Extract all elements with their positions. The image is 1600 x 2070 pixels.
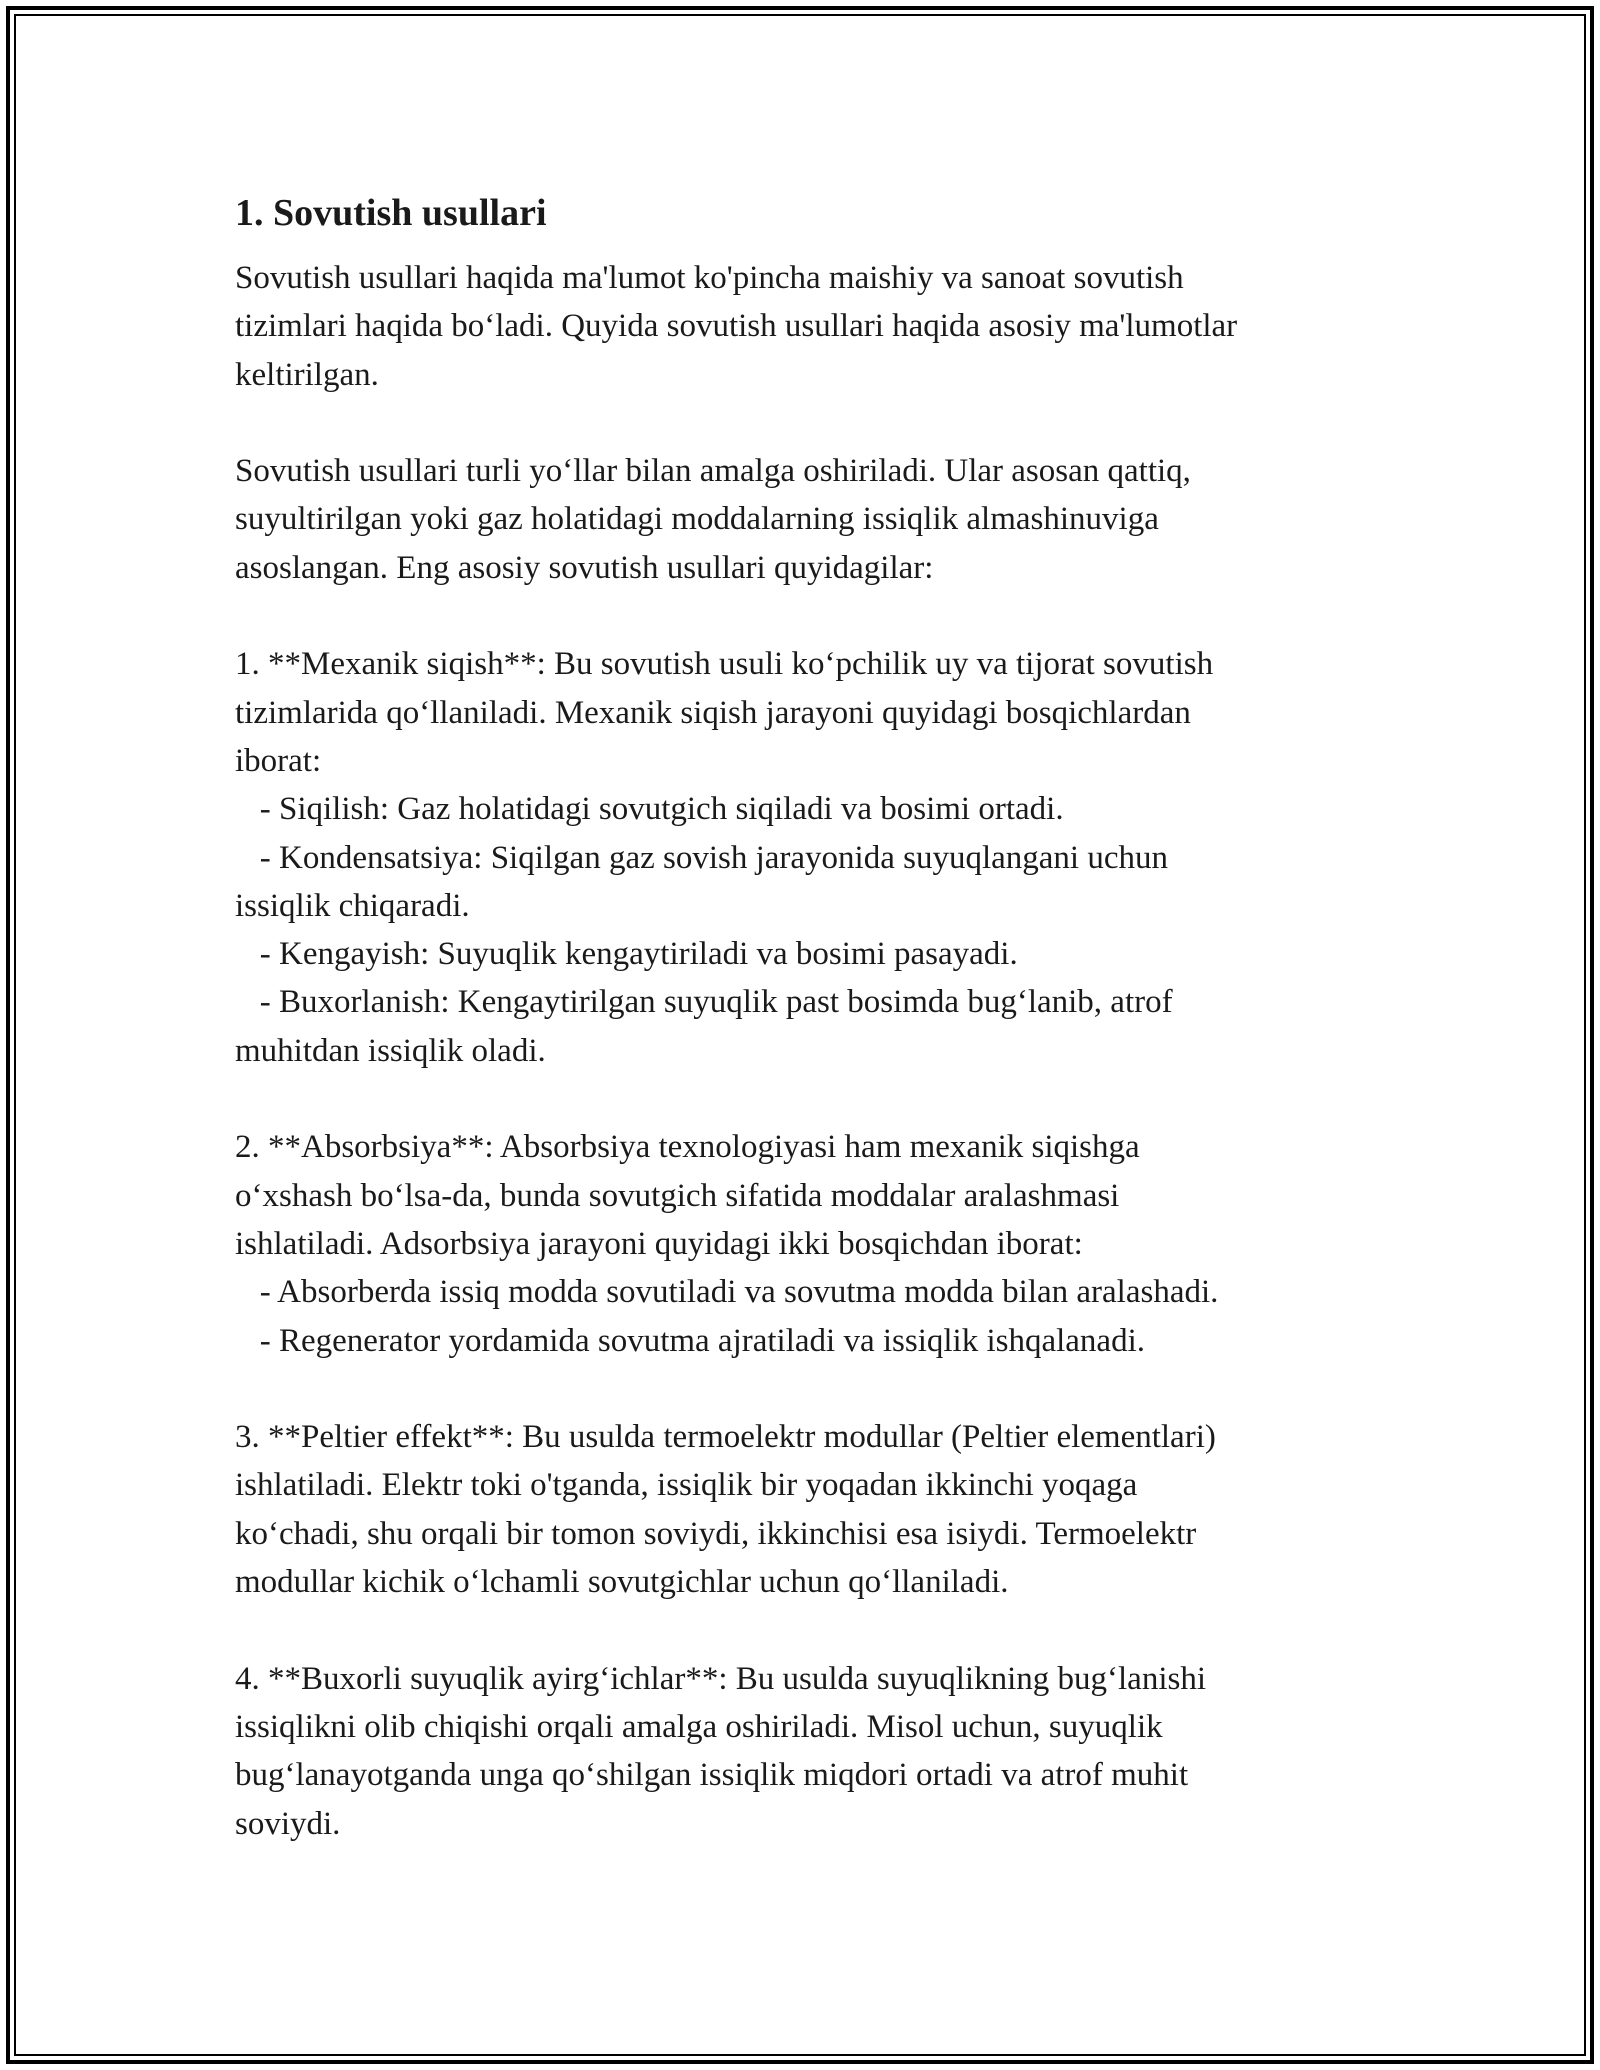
document-heading: 1. Sovutish usullari: [235, 192, 547, 234]
document-content: [235, 186, 1375, 1848]
document-body: Sovutish usullari haqida ma'lumot ko'pincha maishiy va sanoat sovutish tizimlari haqida bo‘ladi. Quyida sovutish usullari haqida asosiy ma'lumotlar keltirilgan. Sovutish usullari turli yo‘llar bilan amalga oshiriladi. Ular asosan qattiq, suyultirilgan yoki gaz holatidagi moddalarning issiqlik almashinuviga asoslangan. Eng asosiy sovutish usullari quyidagilar: 1. **Mexanik siqish**: Bu sovutish usuli ko‘pchilik uy va tijorat sovutish tizimlarida qo‘llaniladi. Mexanik siqish jarayoni quyidagi bosqichlardan iborat: - Siqilish: Gaz holatidagi sovutgich siqiladi va bosimi ortadi. - Kondensatsiya: Siqilgan gaz sovish jarayonida suyuqlangani uchun issiqlik chiqaradi. - Kengayish: Suyuqlik kengaytiriladi va bosimi pasayadi. - Buxorlanish: Kengaytirilgan suyuqlik past bosimda bug‘lanib, atrof muhitdan issiqlik oladi. 2. **Absorbsiya**: Absorbsiya texnologiyasi ham mexanik siqishga o‘xshash bo‘lsa-da, bunda sovutgich sifatida moddalar aralashmasi ishlatiladi. Adsorbsiya jarayoni quyidagi ikki bosqichdan iborat: - Absorberda issiq modda sovutiladi va sovutma modda bilan aralashadi. - Regenerator yordamida sovutma ajratiladi va issiqlik ishqalanadi. 3. **Peltier effekt**: Bu usulda termoelektr modullar (Peltier elementlari) ishlatiladi. Elektr toki o'tganda, issiqlik bir yoqadan ikkinchi yoqaga ko‘chadi, shu orqali bir tomon soviydi, ikkinchisi esa isiydi. Termoelektr modullar kichik o‘lchamli sovutgichlar uchun qo‘llaniladi. 4. **Buxorli suyuqlik ayirg‘ichlar**: Bu usulda suyuqlikning bug‘lanishi issiqlikni olib chiqishi orqali amalga oshiriladi. Misol uchun, suyuqlik bug‘lanayotganda unga qo‘shilgan issiqlik miqdori ortadi va atrof muhit soviydi.: [235, 260, 1238, 1842]
